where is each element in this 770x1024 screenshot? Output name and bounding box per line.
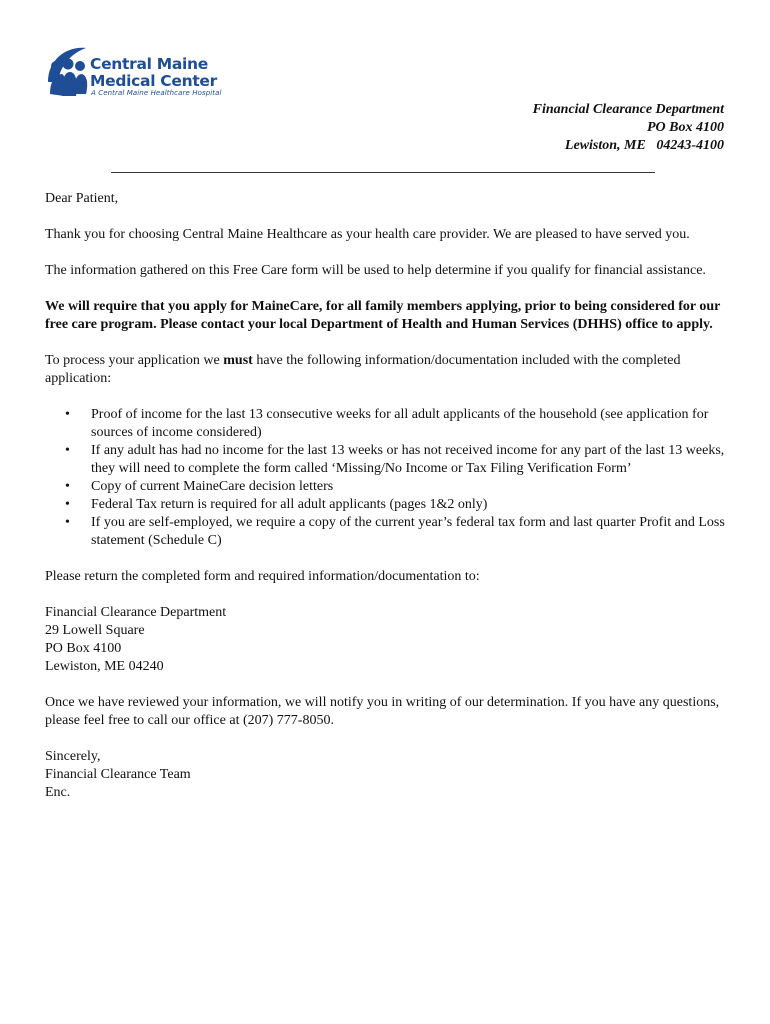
header-po-box: PO Box 4100 <box>647 120 724 135</box>
return-address-line: Lewiston, ME 04240 <box>45 659 164 674</box>
header-department: Financial Clearance Department <box>532 102 724 117</box>
return-address-line: PO Box 4100 <box>45 641 122 656</box>
bullet-icon: • <box>65 515 70 530</box>
requirement-text: Copy of current MaineCare decision letters <box>91 479 334 494</box>
requirement-text: Proof of income for the last 13 consecutive weeks for all adult applicants of the household (see application for sources of income considered) <box>91 407 709 440</box>
bullet-icon: • <box>65 407 70 422</box>
purpose-paragraph: The information gathered on this Free Care form will be used to help determine if you qualify for financial assistance. <box>45 263 706 278</box>
requirement-text: If you are self-employed, we require a copy of the current year’s federal tax form and last quarter Profit and Loss statement (Schedule C) <box>91 515 725 548</box>
signer-team: Financial Clearance Team <box>45 767 191 782</box>
list-item <box>45 442 725 478</box>
letter-body <box>45 190 725 802</box>
logo-tagline: A Central Maine Healthcare Hospital <box>91 89 222 97</box>
signoff: Sincerely, <box>45 749 101 764</box>
return-address-line: Financial Clearance Department <box>45 605 227 620</box>
return-instruction: Please return the completed form and required information/documentation to: <box>45 569 480 584</box>
people-icon <box>44 42 94 104</box>
enclosure-note: Enc. <box>45 785 71 800</box>
mainecare-requirement-paragraph: We will require that you apply for MaineCare, for all family members applying, prior to being considered for our free care program. Please contact your local Department of Health and Human Services (DHHS) office to apply. <box>45 299 721 332</box>
requirement-text: If any adult has had no income for the last 13 weeks or has not received income for any part of the last 13 weeks, they will need to complete the form called ‘Missing/No Income or Tax Filing Verification Form’ <box>91 443 725 476</box>
header-city: Lewiston, ME 04243-4100 <box>564 138 724 153</box>
documentation-text-end: have the following information/documentation included with the completed application: <box>45 353 681 386</box>
bullet-icon: • <box>65 479 70 494</box>
bullet-icon: • <box>65 497 70 512</box>
greeting: Dear Patient, <box>45 191 119 206</box>
header-divider <box>111 172 655 173</box>
intro-paragraph: Thank you for choosing Central Maine Healthcare as your health care provider. We are pleased to have served you. <box>45 227 690 242</box>
closing-paragraph: Once we have reviewed your information, we will notify you in writing of our determination. If you have any questions, please feel free to call our office at (207) 777-8050. <box>45 695 720 728</box>
hospital-logo <box>44 42 244 104</box>
return-address-line: 29 Lowell Square <box>45 623 145 638</box>
list-item <box>45 514 725 550</box>
documentation-emphasis: must <box>223 353 253 368</box>
requirement-text: Federal Tax return is required for all adult applicants (pages 1&2 only) <box>91 497 488 512</box>
documentation-paragraph <box>45 352 725 388</box>
return-address <box>45 604 725 676</box>
header-address <box>533 101 724 155</box>
list-item <box>45 478 725 496</box>
documentation-text-start: To process your application we <box>45 353 224 368</box>
list-item <box>45 496 725 514</box>
signature-block <box>45 748 725 802</box>
logo-name-line1: Central Maine <box>90 55 208 73</box>
list-item <box>45 406 725 442</box>
logo-name-line2: Medical Center <box>90 72 217 90</box>
bullet-icon: • <box>65 443 70 458</box>
requirements-list <box>45 406 725 550</box>
